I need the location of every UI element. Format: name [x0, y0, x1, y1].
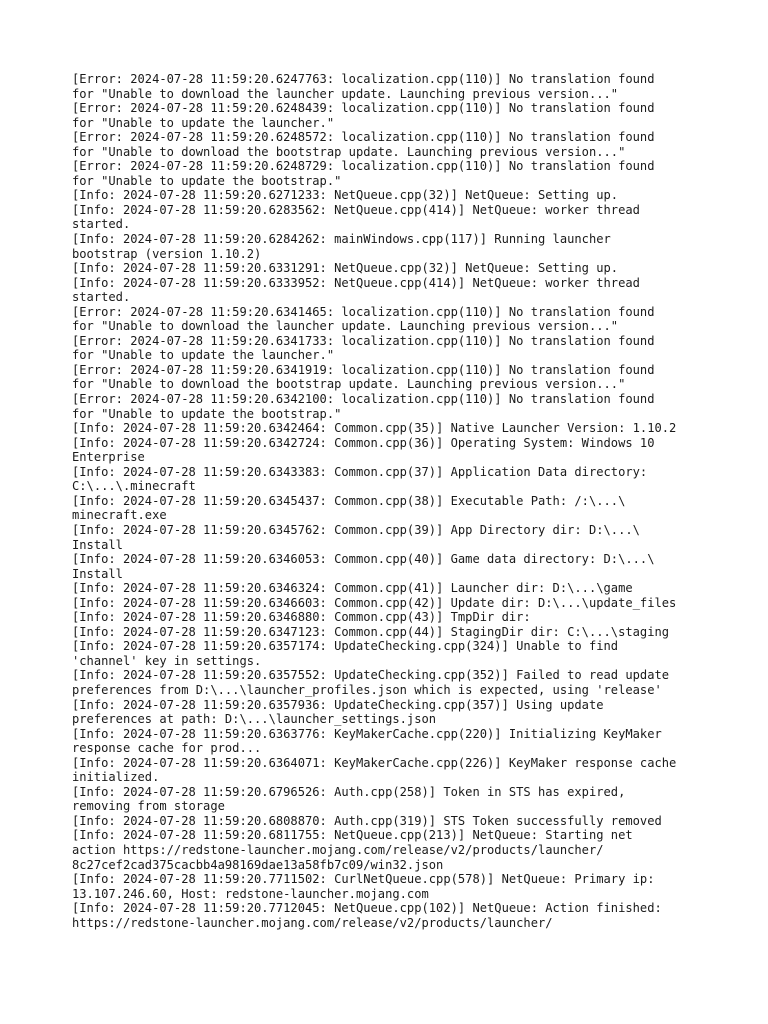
log-line: [Info: 2024-07-28 11:59:20.7712045: NetQueue.cpp(102)] NetQueue: Action finished: [72, 901, 662, 916]
log-line: [Info: 2024-07-28 11:59:20.6271233: NetQueue.cpp(32)] NetQueue: Setting up. [72, 188, 619, 203]
log-line: for "Unable to download the launcher update. Launching previous version..." [72, 86, 619, 101]
log-line: [Info: 2024-07-28 11:59:20.6343383: Common.cpp(37)] Application Data directory: [72, 464, 648, 479]
log-line: [Info: 2024-07-28 11:59:20.6346053: Common.cpp(40)] Game data directory: D:\...\ [72, 552, 655, 567]
log-line: [Info: 2024-07-28 11:59:20.6283562: NetQueue.cpp(414)] NetQueue: worker thread [72, 202, 640, 217]
log-line: [Error: 2024-07-28 11:59:20.6248729: localization.cpp(110)] No translation found [72, 159, 655, 174]
log-line: [Info: 2024-07-28 11:59:20.6347123: Common.cpp(44)] StagingDir dir: C:\...\staging [72, 624, 670, 639]
log-line: preferences at path: D:\...\launcher_settings.json [72, 712, 437, 727]
log-line: for "Unable to download the bootstrap update. Launching previous version..." [72, 377, 626, 392]
log-line: removing from storage [72, 799, 225, 814]
log-line: [Info: 2024-07-28 11:59:20.7711502: CurlNetQueue.cpp(578)] NetQueue: Primary ip: [72, 872, 655, 887]
log-line: [Error: 2024-07-28 11:59:20.6341919: localization.cpp(110)] No translation found [72, 362, 655, 377]
log-line: 8c27cef2cad375cacbb4a98169dae13a58fb7c09/win32.json [72, 857, 444, 872]
log-line: [Info: 2024-07-28 11:59:20.6796526: Auth.cpp(258)] Token in STS has expired, [72, 784, 626, 799]
log-line: [Info: 2024-07-28 11:59:20.6357552: UpdateChecking.cpp(352)] Failed to read update [72, 668, 670, 683]
log-line: for "Unable to update the launcher." [72, 348, 335, 363]
log-line: preferences from D:\...\launcher_profiles.json which is expected, using 'release' [72, 682, 662, 697]
log-line: [Info: 2024-07-28 11:59:20.6345437: Common.cpp(38)] Executable Path: /:\...\ [72, 493, 626, 508]
log-line: Install [72, 537, 123, 552]
log-line: for "Unable to update the launcher." [72, 115, 335, 130]
log-line: for "Unable to download the bootstrap update. Launching previous version..." [72, 144, 626, 159]
log-line: started. [72, 290, 131, 305]
log-line: [Error: 2024-07-28 11:59:20.6341465: localization.cpp(110)] No translation found [72, 304, 655, 319]
log-line: [Info: 2024-07-28 11:59:20.6363776: KeyMakerCache.cpp(220)] Initializing KeyMaker [72, 726, 662, 741]
log-line: minecraft.exe [72, 508, 167, 523]
log-line: [Info: 2024-07-28 11:59:20.6345762: Common.cpp(39)] App Directory dir: D:\...\ [72, 522, 640, 537]
log-line: [Info: 2024-07-28 11:59:20.6811755: NetQueue.cpp(213)] NetQueue: Starting net [72, 828, 633, 843]
log-line: https://redstone-launcher.mojang.com/release/v2/products/launcher/ [72, 915, 553, 930]
log-line: for "Unable to update the bootstrap." [72, 173, 342, 188]
log-line: [Info: 2024-07-28 11:59:20.6284262: mainWindows.cpp(117)] Running launcher [72, 232, 611, 247]
log-line: bootstrap (version 1.10.2) [72, 246, 262, 261]
log-line: [Error: 2024-07-28 11:59:20.6248572: localization.cpp(110)] No translation found [72, 130, 655, 145]
log-line: [Info: 2024-07-28 11:59:20.6357174: UpdateChecking.cpp(324)] Unable to find [72, 639, 619, 654]
log-line: [Info: 2024-07-28 11:59:20.6346603: Common.cpp(42)] Update dir: D:\...\update_files [72, 595, 677, 610]
log-line: [Error: 2024-07-28 11:59:20.6247763: localization.cpp(110)] No translation found [72, 72, 655, 86]
log-line: C:\...\.minecraft [72, 479, 196, 494]
log-line: initialized. [72, 770, 160, 785]
log-line: [Error: 2024-07-28 11:59:20.6248439: localization.cpp(110)] No translation found [72, 101, 655, 116]
log-line: [Info: 2024-07-28 11:59:20.6331291: NetQueue.cpp(32)] NetQueue: Setting up. [72, 261, 619, 276]
log-line: [Info: 2024-07-28 11:59:20.6364071: KeyMakerCache.cpp(226)] KeyMaker response cache [72, 755, 677, 770]
log-line: response cache for prod... [72, 741, 262, 756]
log-line: 13.107.246.60, Host: redstone-launcher.mojang.com [72, 886, 429, 901]
log-line: [Info: 2024-07-28 11:59:20.6342724: Common.cpp(36)] Operating System: Windows 10 [72, 435, 655, 450]
log-line: Install [72, 566, 123, 581]
log-line: started. [72, 217, 131, 232]
log-line: Enterprise [72, 450, 145, 465]
log-line: [Info: 2024-07-28 11:59:20.6346324: Common.cpp(41)] Launcher dir: D:\...\game [72, 581, 633, 596]
log-line: 'channel' key in settings. [72, 653, 262, 668]
log-line: [Info: 2024-07-28 11:59:20.6333952: NetQueue.cpp(414)] NetQueue: worker thread [72, 275, 640, 290]
log-line: for "Unable to update the bootstrap." [72, 406, 342, 421]
log-line: [Info: 2024-07-28 11:59:20.6342464: Common.cpp(35)] Native Launcher Version: 1.10.2 [72, 421, 677, 436]
log-line: [Error: 2024-07-28 11:59:20.6342100: localization.cpp(110)] No translation found [72, 392, 655, 407]
log-line: [Info: 2024-07-28 11:59:20.6346880: Common.cpp(43)] TmpDir dir: [72, 610, 531, 625]
log-line: [Info: 2024-07-28 11:59:20.6808870: Auth.cpp(319)] STS Token successfully removed [72, 813, 662, 828]
log-line: for "Unable to download the launcher update. Launching previous version..." [72, 319, 619, 334]
log-line: [Info: 2024-07-28 11:59:20.6357936: UpdateChecking.cpp(357)] Using update [72, 697, 604, 712]
log-line: [Error: 2024-07-28 11:59:20.6341733: localization.cpp(110)] No translation found [72, 333, 655, 348]
log-document [72, 72, 712, 930]
log-line: action https://redstone-launcher.mojang.com/release/v2/products/launcher/ [72, 842, 604, 857]
